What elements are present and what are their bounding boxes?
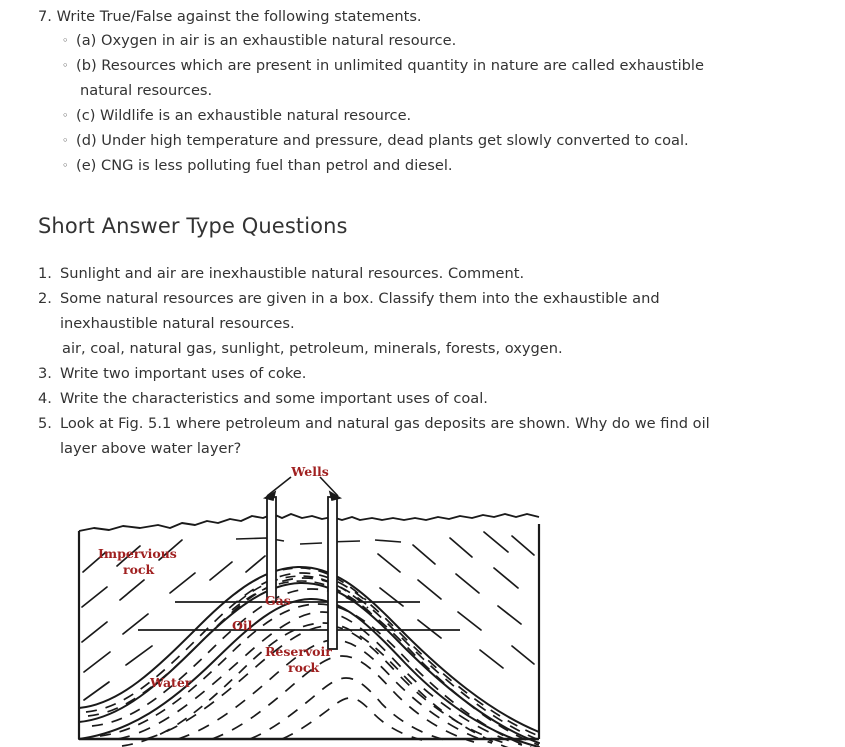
list-item: [38, 361, 828, 386]
list-item: [38, 28, 818, 53]
statement-c: (c) Wildlife is an exhaustible natural resource.: [76, 107, 412, 124]
petroleum-cross-section-svg: [60, 460, 560, 747]
figure-petroleum-deposit: [60, 460, 560, 747]
statement-d: (d) Under high temperature and pressure, dead plants get slowly converted to coal.: [76, 132, 689, 149]
ground-surface-line: [79, 514, 539, 544]
list-item: [38, 128, 818, 153]
question-7-number: 7.: [38, 8, 52, 25]
list-item: [38, 411, 828, 461]
page-title: Short Answer Type Questions: [38, 214, 348, 238]
item-text: Look at Fig. 5.1 where petroleum and natural gas deposits are shown. Why do we find oil: [60, 415, 710, 432]
question-7-statements: [38, 28, 818, 178]
bullet-icon: ◦: [62, 109, 69, 122]
item-text: Write the characteristics and some important uses of coal.: [60, 390, 488, 407]
statement-e: (e) CNG is less polluting fuel than petrol and diesel.: [76, 157, 453, 174]
label-wells: Wells: [291, 464, 329, 479]
label-impervious-rock-line1: Impervious: [98, 546, 177, 561]
item-text: Sunlight and air are inexhaustible natural resources. Comment.: [60, 265, 525, 282]
item-continuation: layer above water layer?: [60, 440, 242, 457]
short-answer-questions: [38, 261, 828, 461]
label-water: Water: [150, 675, 192, 690]
short-answer-list: [38, 261, 828, 461]
label-impervious-rock-line2: rock: [123, 562, 155, 577]
item-number: 3.: [38, 365, 52, 382]
item-text: Write two important uses of coke.: [60, 365, 307, 382]
list-item: [38, 103, 818, 128]
bullet-icon: ◦: [62, 34, 69, 47]
item-number: 4.: [38, 390, 52, 407]
statement-a: (a) Oxygen in air is an exhaustible natural resource.: [76, 32, 457, 49]
list-item: [38, 53, 818, 103]
statement-b-continuation: natural resources.: [80, 82, 213, 99]
well-pipe-left: [267, 497, 276, 602]
list-item: [38, 286, 828, 361]
resource-box-items: air, coal, natural gas, sunlight, petroleum, minerals, forests, oxygen.: [62, 340, 563, 357]
list-item: [38, 386, 828, 411]
statement-b: (b) Resources which are present in unlimited quantity in nature are called exhaustible: [76, 57, 704, 74]
bullet-icon: ◦: [62, 59, 69, 72]
label-oil: Oil: [232, 618, 253, 633]
question-7-block: [38, 6, 818, 178]
label-reservoir-rock-line1: Reservoir: [265, 644, 332, 659]
item-number: 2.: [38, 290, 52, 307]
impervious-rock-hatching-right: [378, 532, 534, 668]
caprock-laminations: [232, 568, 372, 614]
bullet-icon: ◦: [62, 134, 69, 147]
label-reservoir-rock-line2: rock: [288, 660, 320, 675]
list-item: [38, 261, 828, 286]
bullet-icon: ◦: [62, 159, 69, 172]
question-7-prompt: [38, 6, 818, 28]
well-pipe-right: [328, 497, 337, 649]
label-gas: Gas: [265, 593, 291, 608]
item-number: 5.: [38, 415, 52, 432]
list-item: [38, 153, 818, 178]
question-7-text: Write True/False against the following statements.: [56, 8, 422, 25]
item-continuation: inexhaustible natural resources.: [60, 315, 295, 332]
item-number: 1.: [38, 265, 52, 282]
item-text: Some natural resources are given in a box. Classify them into the exhaustible and: [60, 290, 660, 307]
